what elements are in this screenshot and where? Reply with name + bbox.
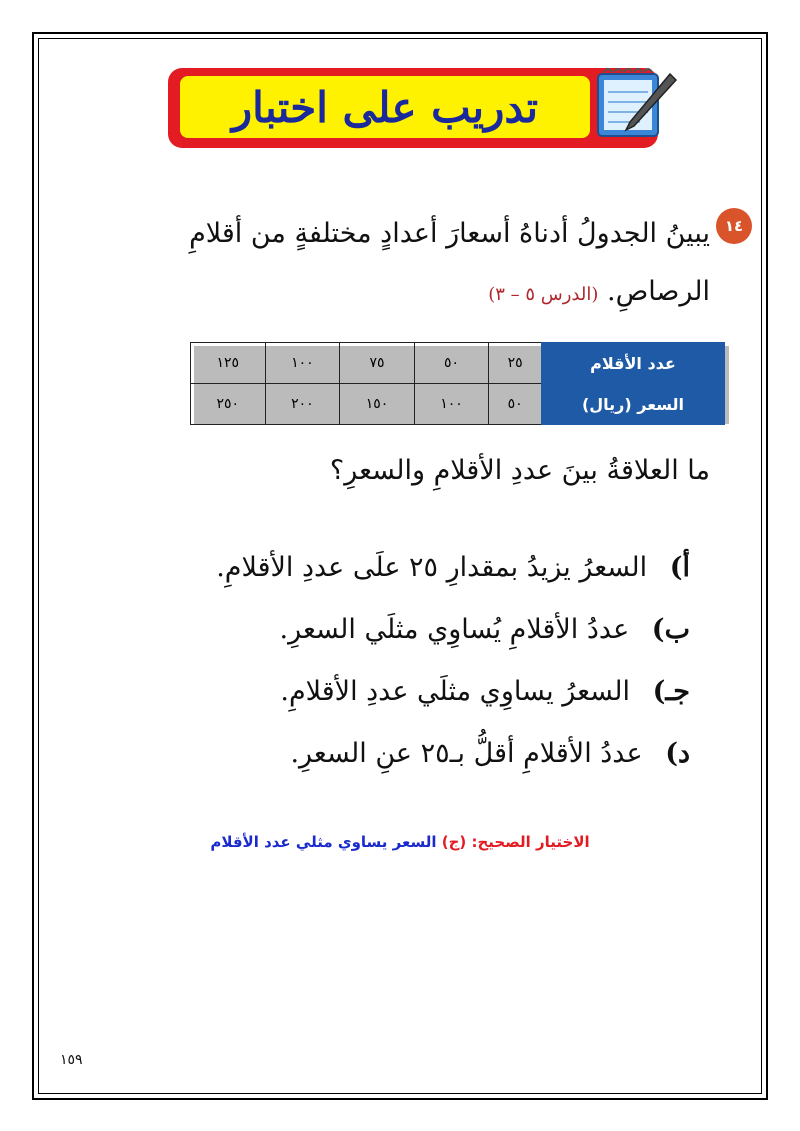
- notepad-pencil-icon: [590, 64, 680, 144]
- page-number: ١٥٩: [60, 1052, 83, 1068]
- option-letter: ب): [651, 614, 690, 645]
- option-a[interactable]: [130, 540, 690, 602]
- table-cell: ٧٥: [340, 343, 415, 384]
- answer-choice: (ج): [441, 833, 467, 851]
- table-cell: ١٠٠: [414, 384, 489, 425]
- question-prompt: ما العلاقةُ بينَ عددِ الأقلامِ والسعرِ؟: [329, 455, 710, 486]
- banner-title: تدريب على اختبار: [231, 82, 539, 132]
- banner: [180, 76, 590, 138]
- question-text: يبينُ الجدولُ أدناهُ أسعارَ أعدادٍ مختلفةٍ من أقلامِ الرصاصِ.: [189, 218, 710, 307]
- question-number-badge: ١٤: [716, 208, 752, 244]
- question-text-block: [150, 205, 710, 324]
- option-letter: جـ): [652, 676, 690, 707]
- option-c[interactable]: [130, 664, 690, 726]
- table-row-pens: [191, 343, 725, 384]
- table-cell: ١٠٠: [265, 343, 340, 384]
- table-cell: ٢٠٠: [265, 384, 340, 425]
- table-cell: ٢٥: [489, 343, 542, 384]
- table-cell: ٥٠: [489, 384, 542, 425]
- answer-options: [130, 540, 690, 788]
- option-text: السعرُ يساوِي مثلَي عددِ الأقلامِ.: [280, 676, 631, 707]
- row-header: عدد الأقلام: [542, 343, 725, 384]
- price-table: [190, 342, 725, 425]
- option-text: عددُ الأقلامِ أقلُّ بـ٢٥ عنِ السعرِ.: [290, 738, 643, 769]
- option-letter: أ): [669, 552, 690, 583]
- correct-answer: [0, 833, 800, 851]
- option-d[interactable]: [130, 726, 690, 788]
- option-letter: د): [665, 738, 690, 769]
- row-header: السعر (ريال): [542, 384, 725, 425]
- table-cell: ١٢٥: [191, 343, 266, 384]
- option-text: عددُ الأقلامِ يُساوِي مثلَي السعرِ.: [279, 614, 630, 645]
- table-cell: ٢٥٠: [191, 384, 266, 425]
- table-row-price: [191, 384, 725, 425]
- lesson-reference: (الدرس ٥ – ٣): [488, 284, 599, 305]
- option-b[interactable]: [130, 602, 690, 664]
- answer-label: الاختيار الصحيح:: [471, 833, 590, 851]
- table-cell: ١٥٠: [340, 384, 415, 425]
- option-text: السعرُ يزيدُ بمقدارِ ٢٥ علَى عددِ الأقلامِ.: [216, 552, 648, 583]
- table-cell: ٥٠: [414, 343, 489, 384]
- answer-text: السعر يساوي مثلي عدد الأقلام: [210, 833, 437, 851]
